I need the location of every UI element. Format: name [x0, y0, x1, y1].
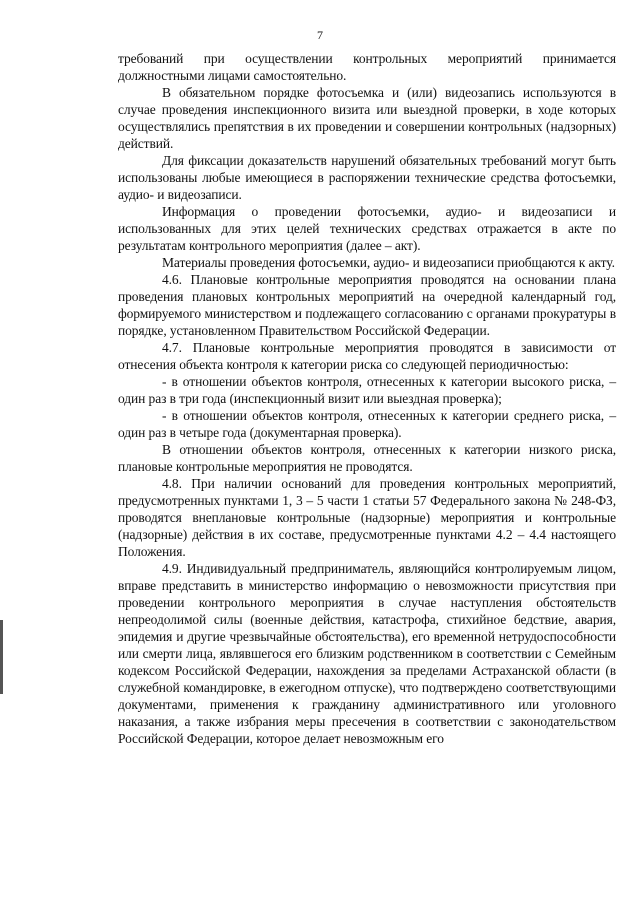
- paragraph-evidence-means: Для фиксации доказательств нарушений обязательных требований могут быть использованы любые имеющиеся в распоряжении технические средства фотосъемки, аудио- и видеозаписи.: [118, 153, 616, 202]
- paragraph-photo-video-mandatory: В обязательном порядке фотосъемка и (или) видеозапись используются в случае проведения инспекционного визита или выездной проверки, в ходе которых осуществлялись препятствия в их проведении и совершении контрольных (надзорных) действий.: [118, 85, 616, 151]
- paragraph-act-information: Информация о проведении фотосъемки, аудио- и видеозаписи и использованных для этих целей технических средствах отражается в акте по результатам контрольного мероприятия (далее – акт).: [118, 204, 616, 253]
- paragraph-continuation: требований при осуществлении контрольных мероприятий принимается должностными лицами самостоятельно.: [118, 51, 616, 83]
- paragraph-low-risk: В отношении объектов контроля, отнесенных к категории низкого риска, плановые контрольные мероприятия не проводятся.: [118, 442, 616, 474]
- paragraph-4-7: 4.7. Плановые контрольные мероприятия проводятся в зависимости от отнесения объекта контроля к категории риска со следующей периодичностью:: [118, 340, 616, 372]
- paragraph-4-6: 4.6. Плановые контрольные мероприятия проводятся на основании плана проведения плановых контрольных мероприятий на очередной календарный год, формируемого министерством и подлежащего согласованию с органами прокуратуры в порядке, установленном Правительством Российской Федерации.: [118, 272, 616, 338]
- paragraph-4-9: 4.9. Индивидуальный предприниматель, являющийся контролируемым лицом, вправе представить в министерство информацию о невозможности присутствия при проведении контрольного мероприятия в случае наступления обстоятельств непреодолимой силы (военные действия, катастрофа, стихийное бедствие, авария, эпидемия и другие чрезвычайные обстоятельства), его временной нетрудоспособности или смерти лица, являвшегося его близким родственником в соответствии с Семейным кодексом Российской Федерации, нахождения за пределами Астраханской области (в служебной командировке, в ежегодном отпуске), что подтверждено соответствующими документами, применения к гражданину административного или уголовного наказания, а также избрания меры пресечения в соответствии с законодательством Российской Федерации, которое делает невозможным его: [118, 561, 616, 746]
- scan-edge-mark: [0, 620, 3, 694]
- list-item-high-risk: - в отношении объектов контроля, отнесенных к категории высокого риска, – один раз в три года (инспекционный визит или выездная проверка);: [118, 374, 616, 406]
- paragraph-4-8: 4.8. При наличии оснований для проведения контрольных мероприятий, предусмотренных пунктами 1, 3 – 5 части 1 статьи 57 Федерального закона № 248-ФЗ, проводятся внеплановые контрольные (надзорные) мероприятия и контрольные (надзорные) действия в их составе, предусмотренные пунктами 4.2 – 4.4 настоящего Положения.: [118, 476, 616, 559]
- document-body: [118, 50, 616, 747]
- paragraph-materials-attached: Материалы проведения фотосъемки, аудио- и видеозаписи приобщаются к акту.: [162, 255, 615, 270]
- list-item-medium-risk: - в отношении объектов контроля, отнесенных к категории среднего риска, – один раз в четыре года (документарная проверка).: [118, 408, 616, 440]
- page-number: 7: [317, 28, 323, 42]
